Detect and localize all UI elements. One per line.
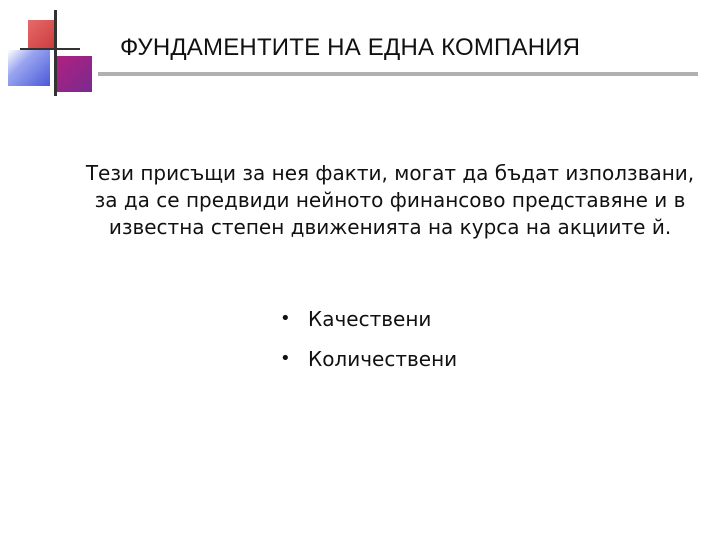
logo-horizontal-line bbox=[20, 48, 80, 50]
bullet-dot-icon: • bbox=[280, 308, 291, 329]
bullet-text: Количествени bbox=[308, 347, 458, 371]
logo-vertical-line bbox=[54, 10, 57, 96]
bullet-dot-icon: • bbox=[280, 348, 291, 369]
bullet-item bbox=[280, 305, 660, 345]
logo-blue-square bbox=[8, 50, 50, 86]
logo-red-square bbox=[28, 20, 56, 50]
title-underline bbox=[98, 72, 698, 76]
logo-purple-square bbox=[56, 56, 92, 92]
bullet-item bbox=[280, 345, 660, 385]
bullet-text: Качествени bbox=[308, 307, 432, 331]
slide-title: ФУНДАМЕНТИТЕ НА ЕДНА КОМПАНИЯ bbox=[120, 34, 581, 61]
bullet-list bbox=[280, 305, 660, 385]
slide-paragraph: Тези присъщи за нея факти, могат да бъдат използвани, за да се предвиди нейното финансово представяне и в известна степен движенията на курса на акциите й. bbox=[85, 161, 695, 239]
